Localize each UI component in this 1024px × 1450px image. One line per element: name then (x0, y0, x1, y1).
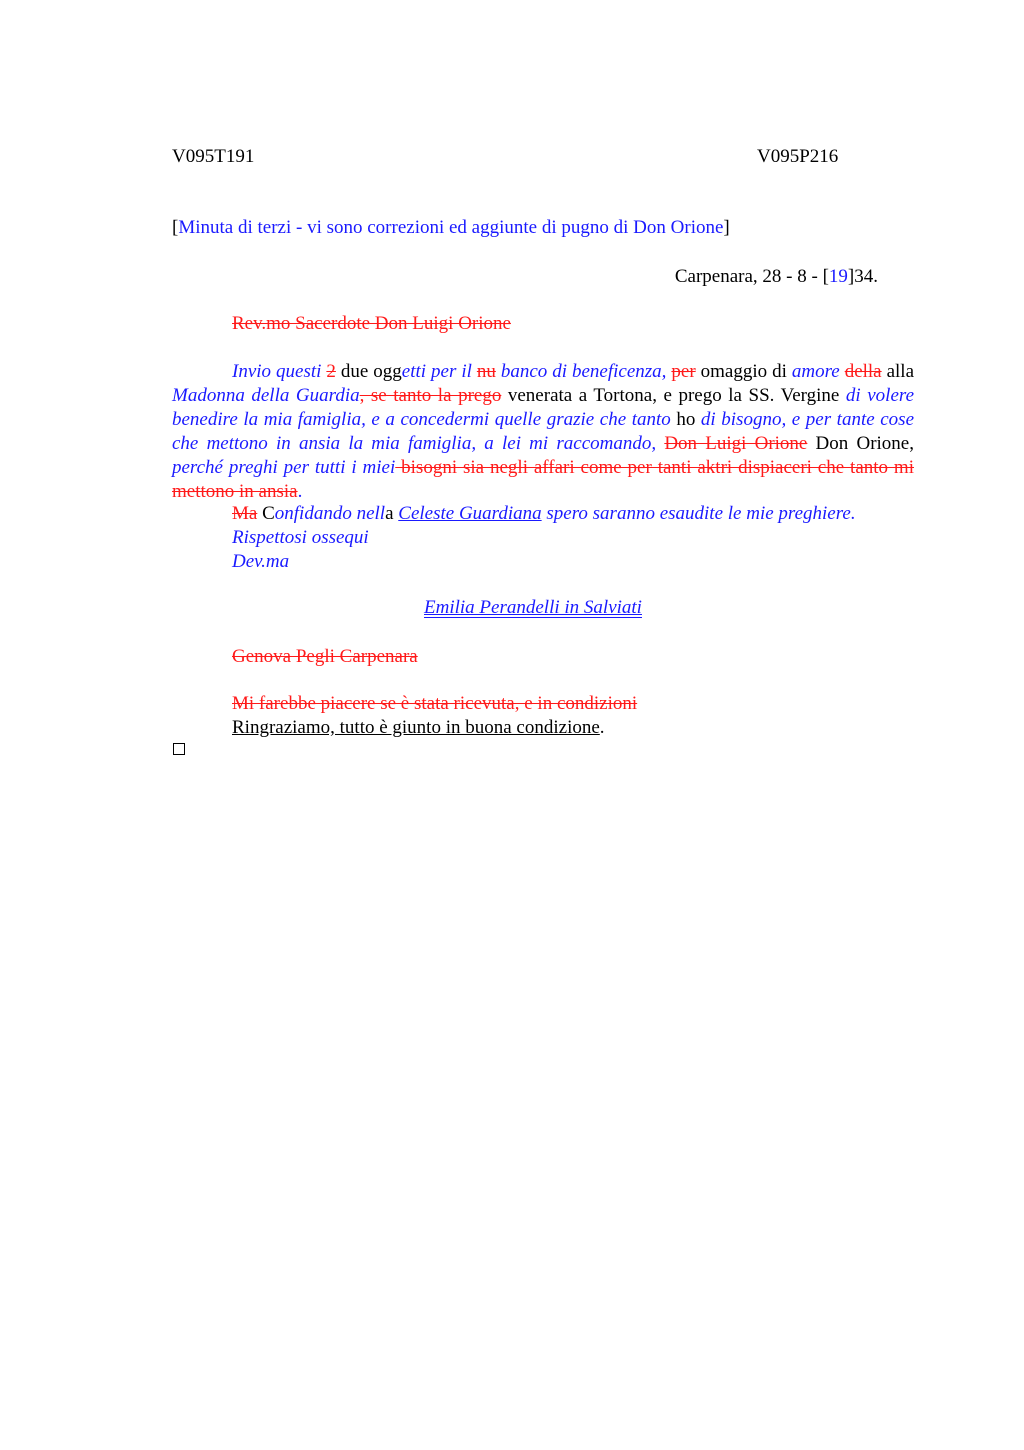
line-segment: C (257, 503, 275, 524)
body-deletion: della (844, 361, 882, 382)
deleted-salutation: Rev.mo Sacerdote Don Luigi Orione (232, 313, 511, 334)
note-open-bracket: [ (172, 217, 179, 238)
note-text: Minuta di terzi - vi sono correzioni ed aggiunte di pugno di Don Orione (178, 217, 724, 238)
line-segment: onfidando nell (274, 503, 386, 524)
body-segment: amore (791, 361, 840, 382)
body-segment: ho (670, 409, 701, 430)
body-segment: perché preghi per tutti i miei (172, 457, 396, 478)
body-segment: due ogg (335, 361, 402, 382)
body-deletion: , se tanto la prego (359, 385, 502, 406)
body-segment: banco di beneficenza, (495, 361, 672, 382)
date-rest: ]34. (847, 266, 878, 287)
end-box-icon (173, 743, 185, 755)
document-reference-left: V095T191 (172, 146, 255, 167)
body-line-confidence (232, 503, 856, 525)
closing-regards: Rispettosi ossequi (232, 527, 369, 548)
underlined-phrase: Celeste Guardiana (398, 503, 542, 524)
body-deletion: per (671, 361, 696, 382)
date-year-inserted: 19 (828, 266, 848, 287)
letter-date (675, 266, 878, 288)
date-place: Carpenara, 28 - 8 - [ (674, 266, 829, 287)
line-segment: spero saranno esaudite le mie preghiere. (541, 503, 856, 524)
body-segment: etti per il (401, 361, 477, 382)
signature-name: Emilia Perandelli in Salviati (424, 597, 642, 618)
deleted-address: Genova Pegli Carpenara (232, 646, 418, 667)
body-deletion: nu (476, 361, 496, 382)
body-deletion: 2 (326, 361, 336, 382)
body-segment: omaggio di (695, 361, 792, 382)
body-segment: Madonna della Guardia (172, 385, 360, 406)
body-segment: alla (881, 361, 915, 382)
reply-line (232, 717, 605, 739)
body-segment: di bisogno, e per tante cose che mettono in ansia la mia famiglia, a lei mi raccomando, (172, 409, 914, 454)
letter-body (172, 360, 914, 504)
line-deletion: Ma (232, 503, 258, 524)
deleted-request: Mi farebbe piacere se è stata ricevuta, e in condizioni (232, 693, 638, 714)
body-segment: . (297, 481, 303, 502)
reply-text: Ringraziamo, tutto è giunto in buona condizione (232, 717, 600, 738)
note-close-bracket: ] (723, 217, 730, 238)
document-reference-right: V095P216 (757, 146, 839, 167)
body-segment: Invio questi (232, 361, 322, 382)
body-segment: Don Orione, (807, 433, 914, 454)
reply-period: . (599, 717, 605, 738)
body-segment: di volere benedire la mia famiglia, e a concedermi quelle grazie che tanto (172, 385, 915, 430)
body-segment: venerata a Tortona, e prego la SS. Vergine (501, 385, 846, 406)
signature (0, 597, 1024, 619)
editorial-note (172, 217, 730, 239)
body-deletion: Don Luigi Orione (664, 433, 808, 454)
body-deletion: bisogni sia negli affari come per tanti aktri dispiaceri che tanto mi mettono in ansia (172, 457, 914, 502)
line-segment: a (385, 503, 399, 524)
closing-devoted: Dev.ma (232, 551, 290, 572)
